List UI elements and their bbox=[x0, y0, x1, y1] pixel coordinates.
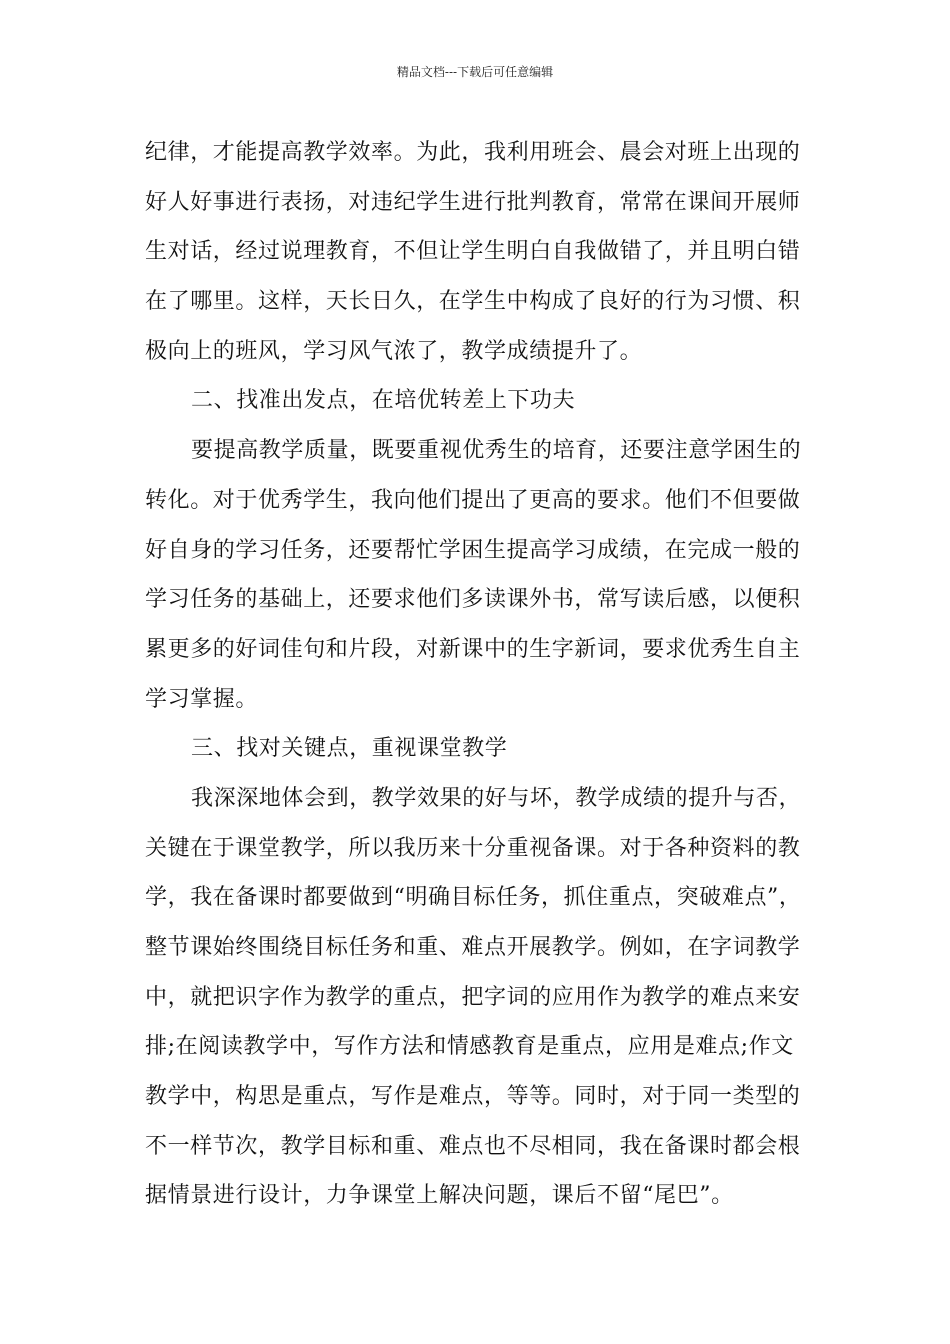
text-line-19: 排;在阅读教学中，写作方法和情感教育是重点，应用是难点;作文 bbox=[145, 1034, 794, 1060]
text-line-10: 学习任务的基础上，还要求他们多读课外书，常写读后感，以便积 bbox=[145, 587, 801, 613]
text-line-11: 累更多的好词佳句和片段，对新课中的生字新词，要求优秀生自主 bbox=[145, 636, 801, 662]
text-line-12: 学习掌握。 bbox=[145, 686, 259, 712]
text-line-20: 教学中，构思是重点，写作是难点，等等。同时，对于同一类型的 bbox=[145, 1084, 801, 1110]
text-line-15: 关键在于课堂教学，所以我历来十分重视备课。对于各种资料的教 bbox=[145, 835, 801, 861]
text-line-2: 好人好事进行表扬，对违纪学生进行批判教育，常常在课间开展师 bbox=[145, 189, 801, 215]
text-line-18: 中，就把识字作为教学的重点，把字词的应用作为教学的难点来安 bbox=[145, 984, 801, 1010]
section-heading-2: 二、找准出发点，在培优转差上下功夫 bbox=[191, 388, 576, 414]
text-line-4: 在了哪里。这样，天长日久，在学生中构成了良好的行为习惯、积 bbox=[145, 289, 801, 315]
text-line-7: 要提高教学质量，既要重视优秀生的培育，还要注意学困生的 bbox=[191, 438, 802, 464]
text-line-21: 不一样节次，教学目标和重、难点也不尽相同，我在备课时都会根 bbox=[145, 1133, 801, 1159]
text-line-22: 据情景进行设计，力争课堂上解决问题，课后不留“尾巴”。 bbox=[145, 1183, 734, 1209]
text-line-14: 我深深地体会到，教学效果的好与坏，教学成绩的提升与否， bbox=[191, 785, 802, 811]
text-line-8: 转化。对于优秀学生，我向他们提出了更高的要求。他们不但要做 bbox=[145, 487, 801, 513]
text-line-3: 生对话，经过说理教育，不但让学生明白自我做错了，并且明白错 bbox=[145, 239, 801, 265]
text-line-17: 整节课始终围绕目标任务和重、难点开展教学。例如，在字词教学 bbox=[145, 935, 801, 960]
text-line-9: 好自身的学习任务，还要帮忙学困生提高学习成绩，在完成一般的 bbox=[145, 537, 801, 563]
text-line-1: 纪律，才能提高教学效率。为此，我利用班会、晨会对班上出现的 bbox=[145, 140, 801, 165]
text-line-16: 学，我在备课时都要做到“明确目标任务，抓住重点，突破难点”， bbox=[145, 885, 802, 911]
page-header: 精品文档---下载后可任意编辑 bbox=[396, 65, 554, 79]
text-line-5: 极向上的班风，学习风气浓了，教学成绩提升了。 bbox=[145, 338, 643, 364]
document-body bbox=[145, 128, 825, 1221]
section-heading-3: 三、找对关键点，重视课堂教学 bbox=[191, 736, 508, 762]
